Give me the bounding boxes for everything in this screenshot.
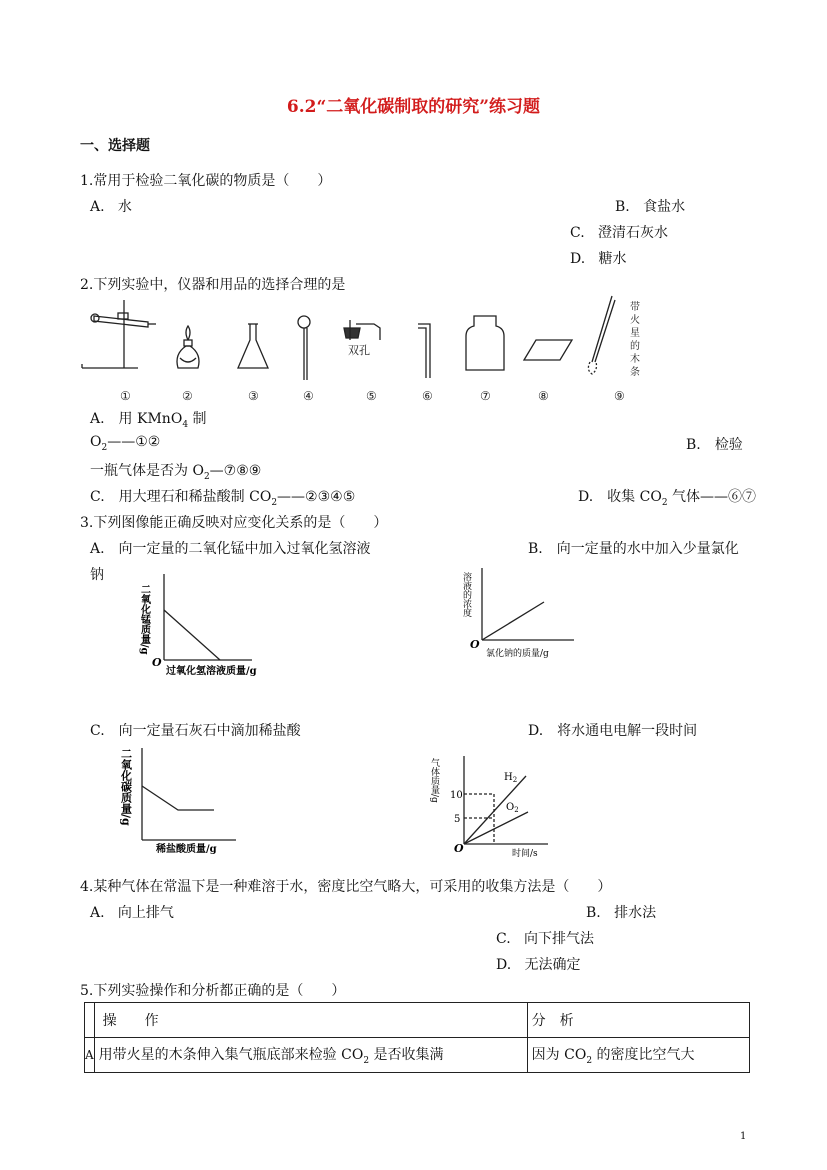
option-text: —⑦⑧⑨ (209, 463, 262, 479)
splint-label-2: 火 (630, 315, 640, 326)
graph-a (140, 570, 260, 680)
option-text: C. 用大理石和稀盐酸制 CO (90, 489, 272, 505)
row-operation: 用带火星的木条伸入集气瓶底部来检验 $CO_2$ 是否收集满 (94, 1038, 527, 1073)
question-5-stem: 5.下列实验操作和分析都正确的是（ ） (80, 983, 346, 999)
option-letter: C. (496, 931, 511, 947)
q2-option-a-line2 (90, 434, 160, 453)
option-letter: D. (570, 251, 586, 267)
splint-label-6: 条 (630, 367, 640, 378)
option-letter: A. (90, 199, 105, 215)
option-text: 气体——⑥⑦ (667, 489, 757, 505)
option-text: 食盐水 (643, 199, 686, 215)
apparatus-label-2: ② (182, 389, 193, 403)
table-header-operation: 操 作 (94, 1003, 527, 1038)
graph-d-tick-10: 10 (450, 790, 463, 801)
apparatus-label-6: ⑥ (422, 389, 433, 403)
q4-option-d[interactable] (496, 954, 581, 974)
graph-d-series-h2: $H_2$ (504, 772, 518, 784)
apparatus-label-9: ⑨ (614, 389, 625, 403)
splint-label-5: 木 (630, 354, 640, 365)
q2-option-b-line1[interactable]: B. 检验 (686, 437, 743, 453)
option-letter: B. (586, 905, 601, 921)
q1-option-d[interactable] (570, 248, 627, 268)
table-cell (85, 1003, 95, 1038)
graph-d (424, 752, 554, 860)
table-header-analysis: 分 析 (527, 1003, 749, 1038)
graph-a-xlabel: 过氧化氢溶液质量/g (166, 666, 257, 677)
question-1-stem: 1.常用于检验二氧化碳的物质是（ ） (80, 173, 332, 189)
table-header-row (85, 1003, 750, 1038)
option-letter: A. (90, 905, 105, 921)
splint-label-3: 星 (630, 328, 640, 339)
subscript: 2 (203, 471, 210, 482)
apparatus-label-3: ③ (248, 389, 259, 403)
graph-b (462, 562, 582, 662)
q3-option-c[interactable]: C. 向一定量石灰石中滴加稀盐酸 (90, 723, 301, 739)
question-4-stem: 4.某种气体在常温下是一种难溶于水，密度比空气略大，可采用的收集方法是（ ） (80, 879, 612, 895)
option-text: 无法确定 (524, 957, 581, 973)
option-text: D. 收集 CO (578, 489, 662, 505)
apparatus-label-7: ⑦ (480, 389, 491, 403)
graph-d-ylabel: 气体质量/g (429, 758, 439, 803)
subscript: 2 (101, 442, 108, 453)
q4-option-a[interactable] (90, 902, 174, 922)
subscript: 2 (661, 497, 668, 508)
graph-c-ylabel: 二氧化碳质量/g (119, 748, 133, 826)
graph-c-xlabel: 稀盐酸质量/g (156, 844, 217, 855)
option-letter: D. (496, 957, 512, 973)
option-text: 制 (188, 411, 207, 427)
graph-d-series-o2: $O_2$ (506, 802, 519, 814)
q1-option-a[interactable] (90, 196, 132, 216)
section-heading: 一、选择题 (80, 138, 150, 154)
apparatus-label-1: ① (120, 389, 131, 403)
graph-b-ylabel: 溶液的浓度 (461, 572, 471, 617)
option-letter: B. (615, 199, 630, 215)
question-3-stem: 3.下列图像能正确反映对应变化关系的是（ ） (80, 515, 388, 531)
q2-option-d[interactable] (578, 486, 756, 508)
graph-d-origin: O (454, 842, 464, 855)
page-number: 1 (740, 1131, 747, 1142)
apparatus-label-4: ④ (303, 389, 314, 403)
option-text: A. 用 KMnO (90, 411, 183, 427)
apparatus-label-8: ⑧ (538, 389, 549, 403)
apparatus-label-5: ⑤ (366, 389, 377, 403)
option-text: 澄清石灰水 (598, 225, 669, 241)
q3-option-a[interactable]: A. 向一定量的二氧化锰中加入过氧化氢溶液 (90, 541, 371, 557)
option-text: 向上排气 (117, 905, 174, 921)
option-text: ——②③④⑤ (277, 489, 356, 505)
option-text: 排水法 (614, 905, 657, 921)
graph-c (119, 742, 244, 855)
q3-option-b-line1[interactable]: B. 向一定量的水中加入少量氯化 (528, 541, 739, 557)
question-2-stem: 2.下列实验中，仪器和用品的选择合理的是 (80, 277, 346, 293)
subscript: 4 (182, 419, 189, 430)
q5-table (84, 1002, 750, 1073)
option-text: 一瓶气体是否为 O (90, 463, 204, 479)
q3-option-b-line2: 钠 (90, 567, 104, 583)
q4-option-c[interactable] (496, 928, 594, 948)
q2-option-c[interactable] (90, 486, 355, 508)
table-row[interactable] (85, 1038, 750, 1073)
graph-d-tick-5: 5 (454, 814, 461, 825)
q3-option-d[interactable]: D. 将水通电电解一段时间 (528, 723, 698, 739)
graph-b-xlabel: 氯化钠的质量/g (486, 649, 549, 659)
apparatus-figure (78, 296, 668, 406)
subscript: 2 (271, 497, 278, 508)
row-analysis: 因为 $CO_2$ 的密度比空气大 (527, 1038, 749, 1073)
stopper-label: 双孔 (348, 344, 370, 357)
q2-option-a-line1[interactable] (90, 408, 207, 430)
option-text: O (90, 434, 102, 450)
option-text: 糖水 (598, 251, 627, 267)
option-text: 向下排气法 (524, 931, 595, 947)
q4-option-b[interactable] (586, 902, 656, 922)
option-letter: C. (570, 225, 585, 241)
q1-option-c[interactable] (570, 222, 668, 242)
graph-a-origin: O (152, 656, 162, 669)
splint-label-4: 的 (630, 341, 640, 352)
graph-b-origin: O (470, 638, 480, 651)
row-letter: A (85, 1038, 95, 1073)
graph-d-xlabel: 时间/s (512, 849, 538, 859)
page-title: 6.2“二氧化碳制取的研究”练习题 (286, 97, 541, 117)
q1-option-b[interactable] (615, 196, 685, 216)
splint-label-1: 带 (630, 302, 640, 313)
option-text: ——①② (107, 434, 161, 450)
q2-option-b-line2 (90, 460, 261, 482)
graph-a-ylabel: 二氧化锰质量/g (138, 584, 150, 655)
option-text: 水 (117, 199, 132, 215)
